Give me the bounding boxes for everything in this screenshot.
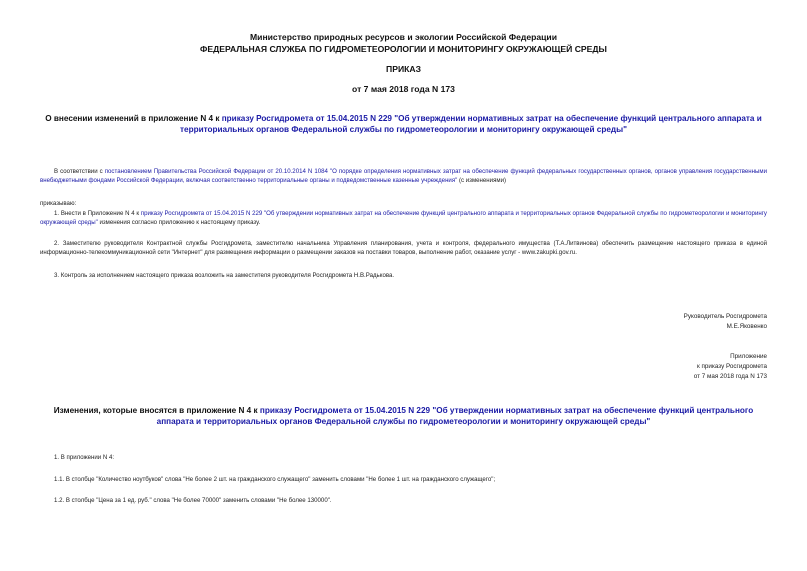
- change-1-1: 1.1. В столбце "Количество ноутбуков" слова "Не более 2 шт. на гражданского служащего" заменить словами "Не более 1 шт. на гражданского служащего";: [54, 476, 496, 483]
- title-prefix: О внесении изменений в приложение N 4 к: [45, 114, 222, 123]
- item-1-suffix: изменения согласно приложению к настоящему приказу.: [97, 219, 261, 227]
- preamble: [40, 167, 767, 186]
- changes-title-prefix: Изменения, которые вносятся в приложение N 4 к: [53, 406, 260, 415]
- order-word: приказываю:: [40, 200, 77, 207]
- order-item-2: 2. Заместителю руководителя Контрактной службы Росгидромета, заместителю начальника Управления планирования, учета и контроля, федерального имущества (Т.А.Литвинова) обеспечить размещение настоящего приказа в единой информационно-телекоммуникационной сети "Интернет" для размещения информации о размещении заказов на поставки товаров, выполнение работ, оказание услуг - www.zakupki.gov.ru.: [40, 240, 767, 257]
- appendix-label: Приложение: [730, 353, 767, 360]
- order-item-3: 3. Контроль за исполнением настоящего приказа возложить на заместителя руководителя Росгидромета Н.В.Радькова.: [54, 272, 395, 279]
- signature-position: Руководитель Росгидромета: [683, 313, 767, 320]
- doc-date: от 7 мая 2018 года N 173: [352, 84, 455, 94]
- document-title: [40, 113, 767, 135]
- preamble-link[interactable]: постановлением Правительства Российской Федерации от 20.10.2014 N 1084 "О порядке определения нормативных затрат на обеспечение функций федеральных государственных органов, органов управления государственными внебюджетными фондами Российской Федерации, включая соответственно территориальные органы и подведомственные казенные учреждения": [40, 168, 767, 185]
- ministry-name: Министерство природных ресурсов и экологии Российской Федерации: [250, 32, 557, 42]
- signature-name: М.Е.Яковенко: [726, 323, 767, 330]
- item-1-prefix: 1. Внести в Приложение N 4 к: [54, 210, 141, 217]
- title-link[interactable]: приказу Росгидромета от 15.04.2015 N 229 "Об утверждении нормативных затрат на обеспечение функций центрального аппарата и территориальных органов Федеральной службы по гидрометеорологии и мониторингу окружающей среды": [180, 114, 762, 134]
- appendix-date: от 7 мая 2018 года N 173: [693, 373, 767, 380]
- item-1-link[interactable]: приказу Росгидромета от 15.04.2015 N 229 "Об утверждении нормативных затрат на обеспечение функций центрального аппарата и территориальных органов Федеральной службы по гидрометеорологии и мониторингу окружающей среды": [40, 210, 767, 227]
- order-item-1: [40, 209, 767, 228]
- preamble-prefix: В соответствии с: [54, 168, 105, 175]
- preamble-suffix: (с изменениями): [457, 177, 506, 185]
- appendix-order-ref: к приказу Росгидромета: [697, 363, 767, 370]
- changes-title: [40, 405, 767, 427]
- change-1: 1. В приложении N 4:: [54, 454, 115, 461]
- changes-title-link[interactable]: приказу Росгидромета от 15.04.2015 N 229 "Об утверждении нормативных затрат на обеспечение функций центрального аппарата и территориальных органов Федеральной службы по гидрометеорологии и мониторингу окружающей среды": [156, 406, 754, 426]
- change-1-2: 1.2. В столбце "Цена за 1 ед. руб." слова "Не более 70000" заменить словами "Не более 130000".: [54, 497, 332, 504]
- service-name: ФЕДЕРАЛЬНАЯ СЛУЖБА ПО ГИДРОМЕТЕОРОЛОГИИ И МОНИТОРИНГУ ОКРУЖАЮЩЕЙ СРЕДЫ: [200, 44, 607, 54]
- doc-type: ПРИКАЗ: [386, 64, 421, 74]
